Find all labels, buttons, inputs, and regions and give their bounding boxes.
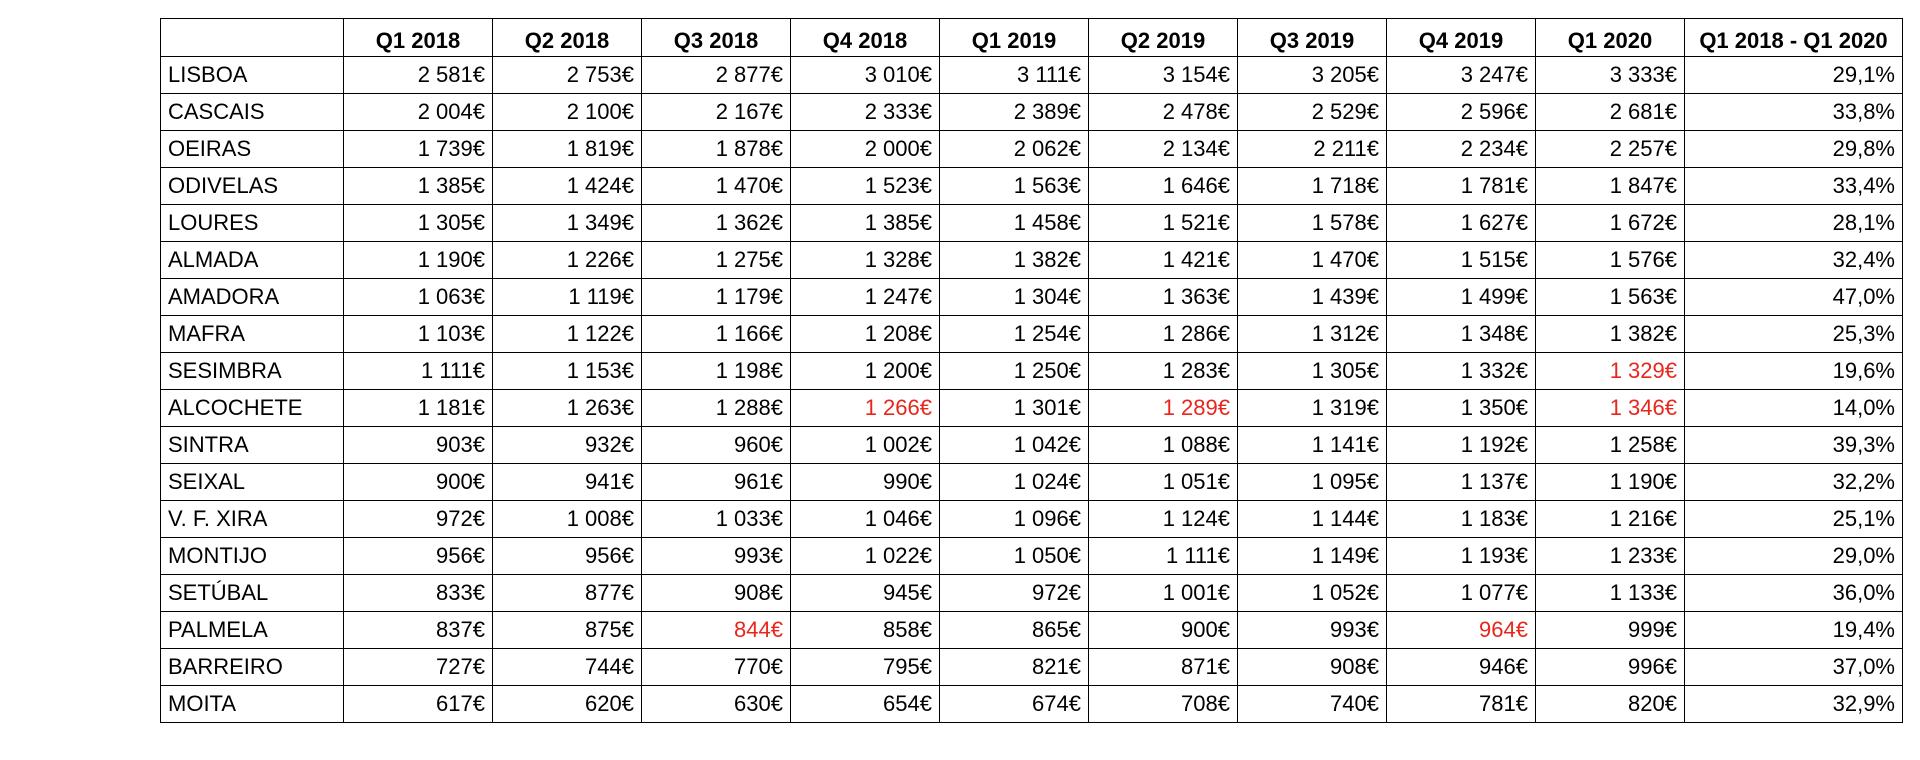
price-cell: 1 847€ xyxy=(1536,168,1685,205)
price-cell: 1 193€ xyxy=(1387,538,1536,575)
change-percent-cell: 32,9% xyxy=(1685,686,1903,723)
table-row xyxy=(161,205,1903,242)
price-cell: 961€ xyxy=(642,464,791,501)
table-row xyxy=(161,686,1903,723)
city-name-cell: PALMELA xyxy=(161,612,344,649)
price-cell: 620€ xyxy=(493,686,642,723)
price-cell: 1 103€ xyxy=(344,316,493,353)
price-cell: 1 319€ xyxy=(1238,390,1387,427)
table-row xyxy=(161,94,1903,131)
price-cell: 1 328€ xyxy=(791,242,940,279)
change-percent-cell: 33,8% xyxy=(1685,94,1903,131)
price-cell: 1 149€ xyxy=(1238,538,1387,575)
price-cell: 858€ xyxy=(791,612,940,649)
price-cell: 3 010€ xyxy=(791,57,940,94)
change-percent-cell: 33,4% xyxy=(1685,168,1903,205)
price-cell: 945€ xyxy=(791,575,940,612)
price-cell: 871€ xyxy=(1089,649,1238,686)
price-cell: 1 190€ xyxy=(1536,464,1685,501)
price-cell: 2 134€ xyxy=(1089,131,1238,168)
city-name-cell: MOITA xyxy=(161,686,344,723)
corner-cell xyxy=(161,19,344,57)
city-name-cell: SETÚBAL xyxy=(161,575,344,612)
price-cell: 795€ xyxy=(791,649,940,686)
price-cell: 999€ xyxy=(1536,612,1685,649)
price-cell: 1 190€ xyxy=(344,242,493,279)
change-percent-cell: 39,3% xyxy=(1685,427,1903,464)
price-cell: 770€ xyxy=(642,649,791,686)
table-row xyxy=(161,316,1903,353)
price-cell: 1 137€ xyxy=(1387,464,1536,501)
table-row xyxy=(161,427,1903,464)
change-percent-cell: 29,1% xyxy=(1685,57,1903,94)
price-cell: 1 521€ xyxy=(1089,205,1238,242)
price-cell: 1 050€ xyxy=(940,538,1089,575)
price-cell: 1 192€ xyxy=(1387,427,1536,464)
price-cell: 1 111€ xyxy=(1089,538,1238,575)
price-cell: 1 458€ xyxy=(940,205,1089,242)
change-percent-cell: 25,1% xyxy=(1685,501,1903,538)
price-cell: 1 153€ xyxy=(493,353,642,390)
price-cell: 1 286€ xyxy=(1089,316,1238,353)
change-percent-cell: 37,0% xyxy=(1685,649,1903,686)
price-cell: 1 111€ xyxy=(344,353,493,390)
price-cell: 1 563€ xyxy=(1536,279,1685,316)
table-row xyxy=(161,501,1903,538)
table-row xyxy=(161,279,1903,316)
price-cell: 1 878€ xyxy=(642,131,791,168)
price-cell: 2 681€ xyxy=(1536,94,1685,131)
city-name-cell: ALCOCHETE xyxy=(161,390,344,427)
price-cell: 1 312€ xyxy=(1238,316,1387,353)
price-cell: 727€ xyxy=(344,649,493,686)
change-percent-cell: 25,3% xyxy=(1685,316,1903,353)
city-name-cell: LISBOA xyxy=(161,57,344,94)
price-cell: 1 304€ xyxy=(940,279,1089,316)
table-row xyxy=(161,612,1903,649)
change-percent-cell: 29,8% xyxy=(1685,131,1903,168)
price-cell: 2 257€ xyxy=(1536,131,1685,168)
price-cell: 1 627€ xyxy=(1387,205,1536,242)
price-cell: 1 233€ xyxy=(1536,538,1685,575)
price-cell: 1 216€ xyxy=(1536,501,1685,538)
price-cell: 1 349€ xyxy=(493,205,642,242)
price-cell: 781€ xyxy=(1387,686,1536,723)
table-row xyxy=(161,538,1903,575)
price-cell: 1 385€ xyxy=(791,205,940,242)
price-cell: 996€ xyxy=(1536,649,1685,686)
price-cell: 1 275€ xyxy=(642,242,791,279)
price-cell: 1 424€ xyxy=(493,168,642,205)
price-cell: 1 226€ xyxy=(493,242,642,279)
city-name-cell: ODIVELAS xyxy=(161,168,344,205)
price-cell: 900€ xyxy=(1089,612,1238,649)
price-cell: 2 596€ xyxy=(1387,94,1536,131)
table-header xyxy=(161,19,1903,57)
price-cell: 3 111€ xyxy=(940,57,1089,94)
price-cell: 1 523€ xyxy=(791,168,940,205)
price-cell: 946€ xyxy=(1387,649,1536,686)
price-cell: 1 515€ xyxy=(1387,242,1536,279)
price-cell: 1 258€ xyxy=(1536,427,1685,464)
price-cell: 1 382€ xyxy=(940,242,1089,279)
price-cell: 1 305€ xyxy=(344,205,493,242)
price-cell: 1 095€ xyxy=(1238,464,1387,501)
price-cell: 844€ xyxy=(642,612,791,649)
price-cell: 1 122€ xyxy=(493,316,642,353)
price-cell: 1 578€ xyxy=(1238,205,1387,242)
city-name-cell: SESIMBRA xyxy=(161,353,344,390)
price-cell: 1 289€ xyxy=(1089,390,1238,427)
price-cell: 1 200€ xyxy=(791,353,940,390)
city-name-cell: MONTIJO xyxy=(161,538,344,575)
price-cell: 1 033€ xyxy=(642,501,791,538)
change-percent-cell: 32,4% xyxy=(1685,242,1903,279)
price-cell: 740€ xyxy=(1238,686,1387,723)
city-name-cell: MAFRA xyxy=(161,316,344,353)
price-cell: 1 288€ xyxy=(642,390,791,427)
city-name-cell: SEIXAL xyxy=(161,464,344,501)
price-cell: 1 301€ xyxy=(940,390,1089,427)
table-row xyxy=(161,353,1903,390)
price-cell: 2 389€ xyxy=(940,94,1089,131)
price-cell: 2 234€ xyxy=(1387,131,1536,168)
city-name-cell: OEIRAS xyxy=(161,131,344,168)
price-cell: 1 739€ xyxy=(344,131,493,168)
price-cell: 1 348€ xyxy=(1387,316,1536,353)
column-header: Q2 2018 xyxy=(493,19,642,57)
column-header: Q4 2019 xyxy=(1387,19,1536,57)
price-cell: 1 250€ xyxy=(940,353,1089,390)
city-name-cell: SINTRA xyxy=(161,427,344,464)
price-cell: 1 183€ xyxy=(1387,501,1536,538)
price-cell: 837€ xyxy=(344,612,493,649)
change-percent-cell: 14,0% xyxy=(1685,390,1903,427)
price-cell: 2 877€ xyxy=(642,57,791,94)
price-cell: 972€ xyxy=(344,501,493,538)
table-row xyxy=(161,575,1903,612)
price-cell: 1 718€ xyxy=(1238,168,1387,205)
price-cell: 1 382€ xyxy=(1536,316,1685,353)
price-cell: 1 077€ xyxy=(1387,575,1536,612)
price-cell: 1 008€ xyxy=(493,501,642,538)
price-cell: 3 154€ xyxy=(1089,57,1238,94)
price-cell: 1 499€ xyxy=(1387,279,1536,316)
price-cell: 972€ xyxy=(940,575,1089,612)
price-cell: 865€ xyxy=(940,612,1089,649)
price-cell: 1 266€ xyxy=(791,390,940,427)
price-cell: 875€ xyxy=(493,612,642,649)
price-cell: 1 781€ xyxy=(1387,168,1536,205)
price-cell: 820€ xyxy=(1536,686,1685,723)
change-percent-cell: 19,4% xyxy=(1685,612,1903,649)
table-row xyxy=(161,242,1903,279)
price-cell: 993€ xyxy=(642,538,791,575)
price-cell: 908€ xyxy=(642,575,791,612)
price-cell: 2 211€ xyxy=(1238,131,1387,168)
price-cell: 2 062€ xyxy=(940,131,1089,168)
price-cell: 1 470€ xyxy=(1238,242,1387,279)
price-cell: 1 819€ xyxy=(493,131,642,168)
price-cell: 1 063€ xyxy=(344,279,493,316)
price-cell: 2 581€ xyxy=(344,57,493,94)
price-cell: 1 350€ xyxy=(1387,390,1536,427)
price-cell: 2 004€ xyxy=(344,94,493,131)
price-cell: 833€ xyxy=(344,575,493,612)
table-body xyxy=(161,57,1903,723)
price-cell: 2 333€ xyxy=(791,94,940,131)
price-cell: 932€ xyxy=(493,427,642,464)
price-cell: 1 254€ xyxy=(940,316,1089,353)
city-name-cell: V. F. XIRA xyxy=(161,501,344,538)
price-cell: 900€ xyxy=(344,464,493,501)
price-cell: 1 198€ xyxy=(642,353,791,390)
price-cell: 1 141€ xyxy=(1238,427,1387,464)
price-cell: 2 100€ xyxy=(493,94,642,131)
price-cell: 990€ xyxy=(791,464,940,501)
price-cell: 1 119€ xyxy=(493,279,642,316)
price-cell: 1 646€ xyxy=(1089,168,1238,205)
header-row xyxy=(161,19,1903,57)
price-cell: 1 179€ xyxy=(642,279,791,316)
price-cell: 960€ xyxy=(642,427,791,464)
change-percent-cell: 47,0% xyxy=(1685,279,1903,316)
price-cell: 744€ xyxy=(493,649,642,686)
price-cell: 2 753€ xyxy=(493,57,642,94)
price-cell: 2 167€ xyxy=(642,94,791,131)
price-cell: 1 002€ xyxy=(791,427,940,464)
price-cell: 956€ xyxy=(493,538,642,575)
price-cell: 1 672€ xyxy=(1536,205,1685,242)
column-header: Q1 2020 xyxy=(1536,19,1685,57)
price-cell: 993€ xyxy=(1238,612,1387,649)
table-row xyxy=(161,390,1903,427)
change-percent-cell: 32,2% xyxy=(1685,464,1903,501)
column-header: Q3 2018 xyxy=(642,19,791,57)
price-cell: 654€ xyxy=(791,686,940,723)
city-name-cell: BARREIRO xyxy=(161,649,344,686)
price-cell: 1 088€ xyxy=(1089,427,1238,464)
city-name-cell: AMADORA xyxy=(161,279,344,316)
price-cell: 1 421€ xyxy=(1089,242,1238,279)
price-cell: 1 332€ xyxy=(1387,353,1536,390)
price-cell: 1 166€ xyxy=(642,316,791,353)
price-cell: 821€ xyxy=(940,649,1089,686)
column-header: Q4 2018 xyxy=(791,19,940,57)
price-cell: 877€ xyxy=(493,575,642,612)
change-percent-cell: 29,0% xyxy=(1685,538,1903,575)
city-name-cell: LOURES xyxy=(161,205,344,242)
price-cell: 1 329€ xyxy=(1536,353,1685,390)
price-cell: 1 576€ xyxy=(1536,242,1685,279)
price-cell: 1 346€ xyxy=(1536,390,1685,427)
price-cell: 1 470€ xyxy=(642,168,791,205)
price-cell: 1 124€ xyxy=(1089,501,1238,538)
column-header: Q1 2019 xyxy=(940,19,1089,57)
price-cell: 964€ xyxy=(1387,612,1536,649)
column-header: Q1 2018 - Q1 2020 xyxy=(1685,19,1903,57)
city-name-cell: ALMADA xyxy=(161,242,344,279)
column-header: Q3 2019 xyxy=(1238,19,1387,57)
table-row xyxy=(161,649,1903,686)
price-cell: 1 305€ xyxy=(1238,353,1387,390)
column-header: Q1 2018 xyxy=(344,19,493,57)
price-cell: 903€ xyxy=(344,427,493,464)
price-cell: 1 247€ xyxy=(791,279,940,316)
price-cell: 1 283€ xyxy=(1089,353,1238,390)
price-cell: 617€ xyxy=(344,686,493,723)
price-cell: 1 024€ xyxy=(940,464,1089,501)
price-cell: 1 042€ xyxy=(940,427,1089,464)
price-cell: 956€ xyxy=(344,538,493,575)
price-cell: 1 144€ xyxy=(1238,501,1387,538)
price-cell: 1 001€ xyxy=(1089,575,1238,612)
price-cell: 1 439€ xyxy=(1238,279,1387,316)
price-cell: 3 247€ xyxy=(1387,57,1536,94)
price-cell: 1 052€ xyxy=(1238,575,1387,612)
price-cell: 2 000€ xyxy=(791,131,940,168)
price-cell: 1 096€ xyxy=(940,501,1089,538)
price-cell: 1 181€ xyxy=(344,390,493,427)
price-cell: 630€ xyxy=(642,686,791,723)
price-cell: 1 263€ xyxy=(493,390,642,427)
price-cell: 708€ xyxy=(1089,686,1238,723)
price-cell: 1 563€ xyxy=(940,168,1089,205)
price-cell: 1 208€ xyxy=(791,316,940,353)
price-cell: 2 478€ xyxy=(1089,94,1238,131)
price-cell: 1 133€ xyxy=(1536,575,1685,612)
change-percent-cell: 28,1% xyxy=(1685,205,1903,242)
city-name-cell: CASCAIS xyxy=(161,94,344,131)
price-cell: 1 046€ xyxy=(791,501,940,538)
price-cell: 1 385€ xyxy=(344,168,493,205)
table-row xyxy=(161,168,1903,205)
price-cell: 1 363€ xyxy=(1089,279,1238,316)
table-row xyxy=(161,131,1903,168)
table-row xyxy=(161,57,1903,94)
price-cell: 1 051€ xyxy=(1089,464,1238,501)
price-cell: 2 529€ xyxy=(1238,94,1387,131)
price-cell: 908€ xyxy=(1238,649,1387,686)
price-cell: 1 362€ xyxy=(642,205,791,242)
table-row xyxy=(161,464,1903,501)
price-cell: 1 022€ xyxy=(791,538,940,575)
price-cell: 674€ xyxy=(940,686,1089,723)
price-cell: 941€ xyxy=(493,464,642,501)
price-cell: 3 205€ xyxy=(1238,57,1387,94)
column-header: Q2 2019 xyxy=(1089,19,1238,57)
price-table xyxy=(160,18,1903,723)
change-percent-cell: 36,0% xyxy=(1685,575,1903,612)
change-percent-cell: 19,6% xyxy=(1685,353,1903,390)
price-cell: 3 333€ xyxy=(1536,57,1685,94)
